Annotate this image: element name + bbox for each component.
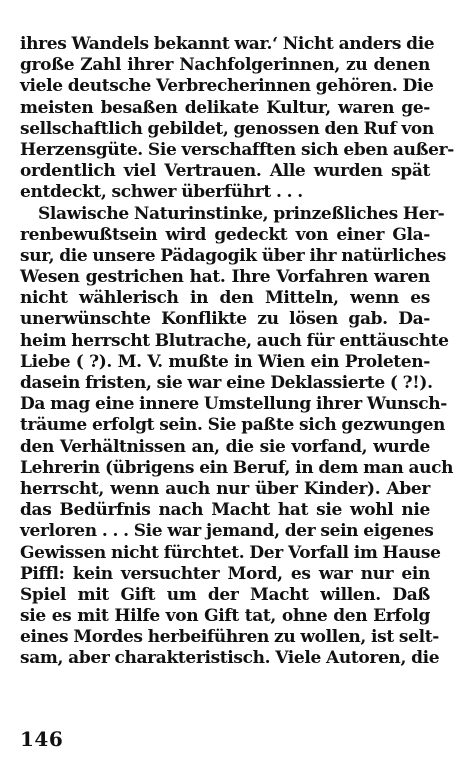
text-line: Slawische Naturinstinke, prinzeßliches Her- (38, 203, 445, 224)
text-line: große Zahl ihrer Nachfolgerinnen, zu denen (20, 55, 430, 76)
text-line: heim herrscht Blutrache, auch für enttäuschte (20, 330, 449, 351)
text-line: Herzensgüte. Sie verschafften sich eben außer- (20, 139, 454, 160)
text-line: träume erfolgt sein. Sie paßte sich gezwungen (20, 415, 446, 436)
text-line: sam, aber charakteristisch. Viele Autoren, die (20, 648, 440, 669)
text-line: den Verhältnissen an, die sie vorfand, wurde (20, 436, 430, 457)
text-line: sur, die unsere Pädagogik über ihr natürliches (20, 245, 446, 266)
text-line: das Bedürfnis nach Macht hat sie wohl nie (20, 500, 430, 521)
text-line: sie es mit Hilfe von Gift tat, ohne den Erfolg (20, 606, 430, 627)
text-line: herrscht, wenn auch nur über Kinder). Aber (20, 478, 430, 499)
text-line: entdeckt, schwer überführt . . . (20, 182, 303, 203)
text-line: Liebe ( ?). M. V. mußte in Wien ein Proleten- (20, 351, 430, 372)
text-line: renbewußtsein wird gedeckt von einer Gla- (20, 224, 430, 245)
page-body (20, 34, 454, 670)
text-line: viele deutsche Verbrecherinnen gehören. Die (20, 76, 434, 97)
text-line: sellschaftlich gebildet, genossen den Ruf von (20, 118, 434, 139)
text-line: ihres Wandels bekannt war.‘ Nicht anders die (20, 34, 435, 54)
text-line: Lehrerin (übrigens ein Beruf, in dem man auch (20, 457, 454, 478)
text-line: dasein fristen, sie war eine Deklassierte ( ?!). (20, 373, 433, 393)
page-number: 146 (20, 727, 64, 751)
text-line: nicht wählerisch in den Mitteln, wenn es (20, 288, 430, 309)
text-line: unerwünschte Konflikte zu lösen gab. Da- (20, 309, 430, 330)
text-line: verloren . . . Sie war jemand, der sein eigenes (20, 521, 434, 542)
text-line: meisten besaßen delikate Kultur, waren ge- (20, 97, 430, 118)
text-line: eines Mordes herbeiführen zu wollen, ist selt- (20, 627, 439, 648)
text-line: Da mag eine innere Umstellung ihrer Wunsch- (20, 394, 447, 415)
text-line: Gewissen nicht fürchtet. Der Vorfall im Hause (20, 542, 441, 563)
text-line: Piffl: kein versuchter Mord, es war nur ein (20, 563, 430, 584)
text-line: Spiel mit Gift um der Macht willen. Daß (20, 584, 430, 605)
text-line: ordentlich viel Vertrauen. Alle wurden spät (20, 161, 430, 182)
text-line: Wesen gestrichen hat. Ihre Vorfahren waren (20, 267, 430, 288)
